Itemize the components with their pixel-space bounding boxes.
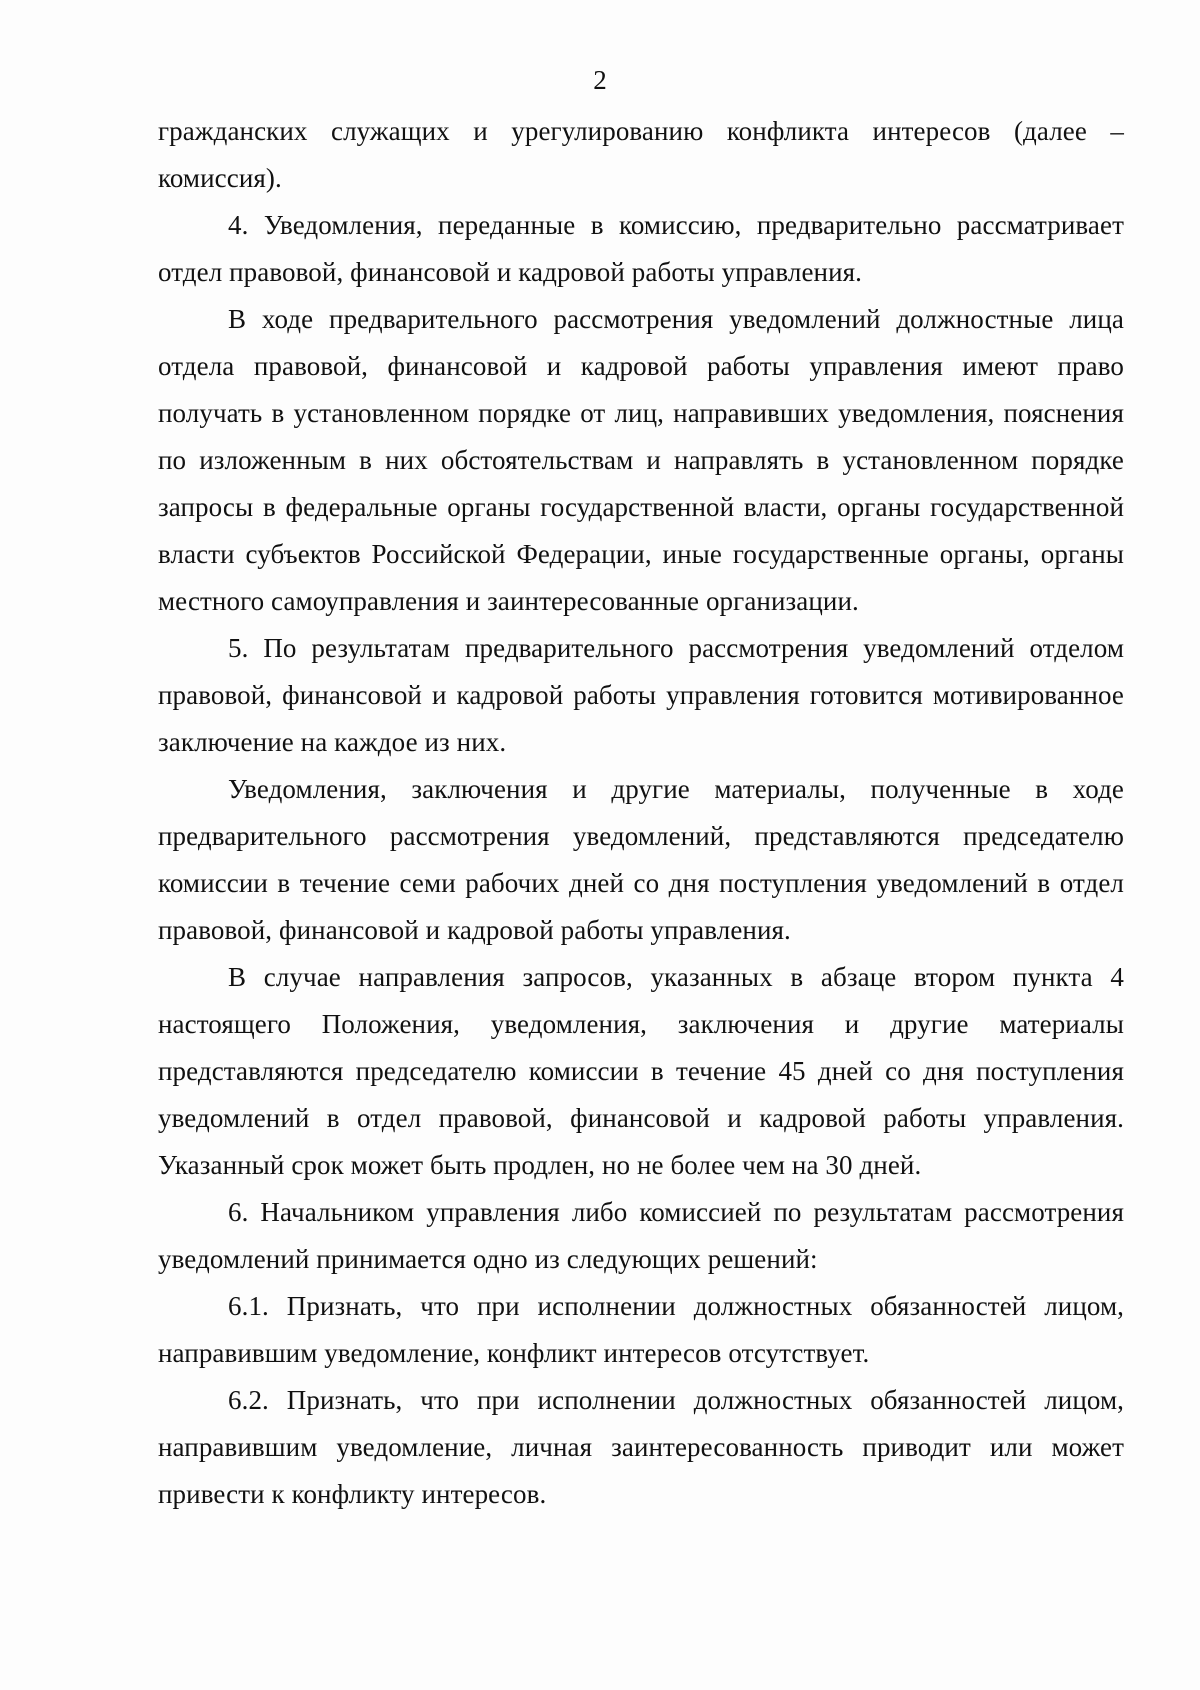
paragraph-item-6: 6. Начальником управления либо комиссией по результатам рассмотрения уведомлений принимается одно из следующих решений: xyxy=(158,1197,1124,1274)
paragraph-item-6-1: 6.1. Признать, что при исполнении должностных обязанностей лицом, направившим уведомление, конфликт интересов отсутствует. xyxy=(158,1291,1124,1368)
paragraph-requests: В случае направления запросов, указанных в абзаце втором пункта 4 настоящего Положения, уведомления, заключения и другие материалы представляются председателю комиссии в течение 45 дней со дня поступления уведомлений в отдел правовой, финансовой и кадровой работы управления. Указанный срок может быть продлен, но не более чем на 30 дней. xyxy=(158,962,1124,1180)
paragraph-preliminary-review: В ходе предварительного рассмотрения уведомлений должностные лица отдела правовой, финансовой и кадровой работы управления имеют право получать в установленном порядке от лиц, направивших уведомления, пояснения по изложенным в них обстоятельствам и направлять в установленном порядке запросы в федеральные органы государственной власти, органы государственной власти субъектов Российской Федерации, иные государственные органы, органы местного самоуправления и заинтересованные организации. xyxy=(158,304,1124,616)
paragraph-continuation: гражданских служащих и урегулированию конфликта интересов (далее – комиссия). xyxy=(158,116,1124,193)
paragraph-item-5: 5. По результатам предварительного рассмотрения уведомлений отделом правовой, финансовой и кадровой работы управления готовится мотивированное заключение на каждое из них. xyxy=(158,633,1124,757)
page-number: 2 xyxy=(593,65,607,95)
paragraph-materials: Уведомления, заключения и другие материалы, полученные в ходе предварительного рассмотрения уведомлений, представляются председателю комиссии в течение семи рабочих дней со дня поступления уведомлений в отдел правовой, финансовой и кадровой работы управления. xyxy=(158,774,1124,945)
paragraph-item-6-2: 6.2. Признать, что при исполнении должностных обязанностей лицом, направившим уведомление, личная заинтересованность приводит или может привести к конфликту интересов. xyxy=(158,1385,1124,1509)
paragraph-item-4: 4. Уведомления, переданные в комиссию, предварительно рассматривает отдел правовой, финансовой и кадровой работы управления. xyxy=(158,210,1124,287)
document-body xyxy=(158,108,1124,1518)
